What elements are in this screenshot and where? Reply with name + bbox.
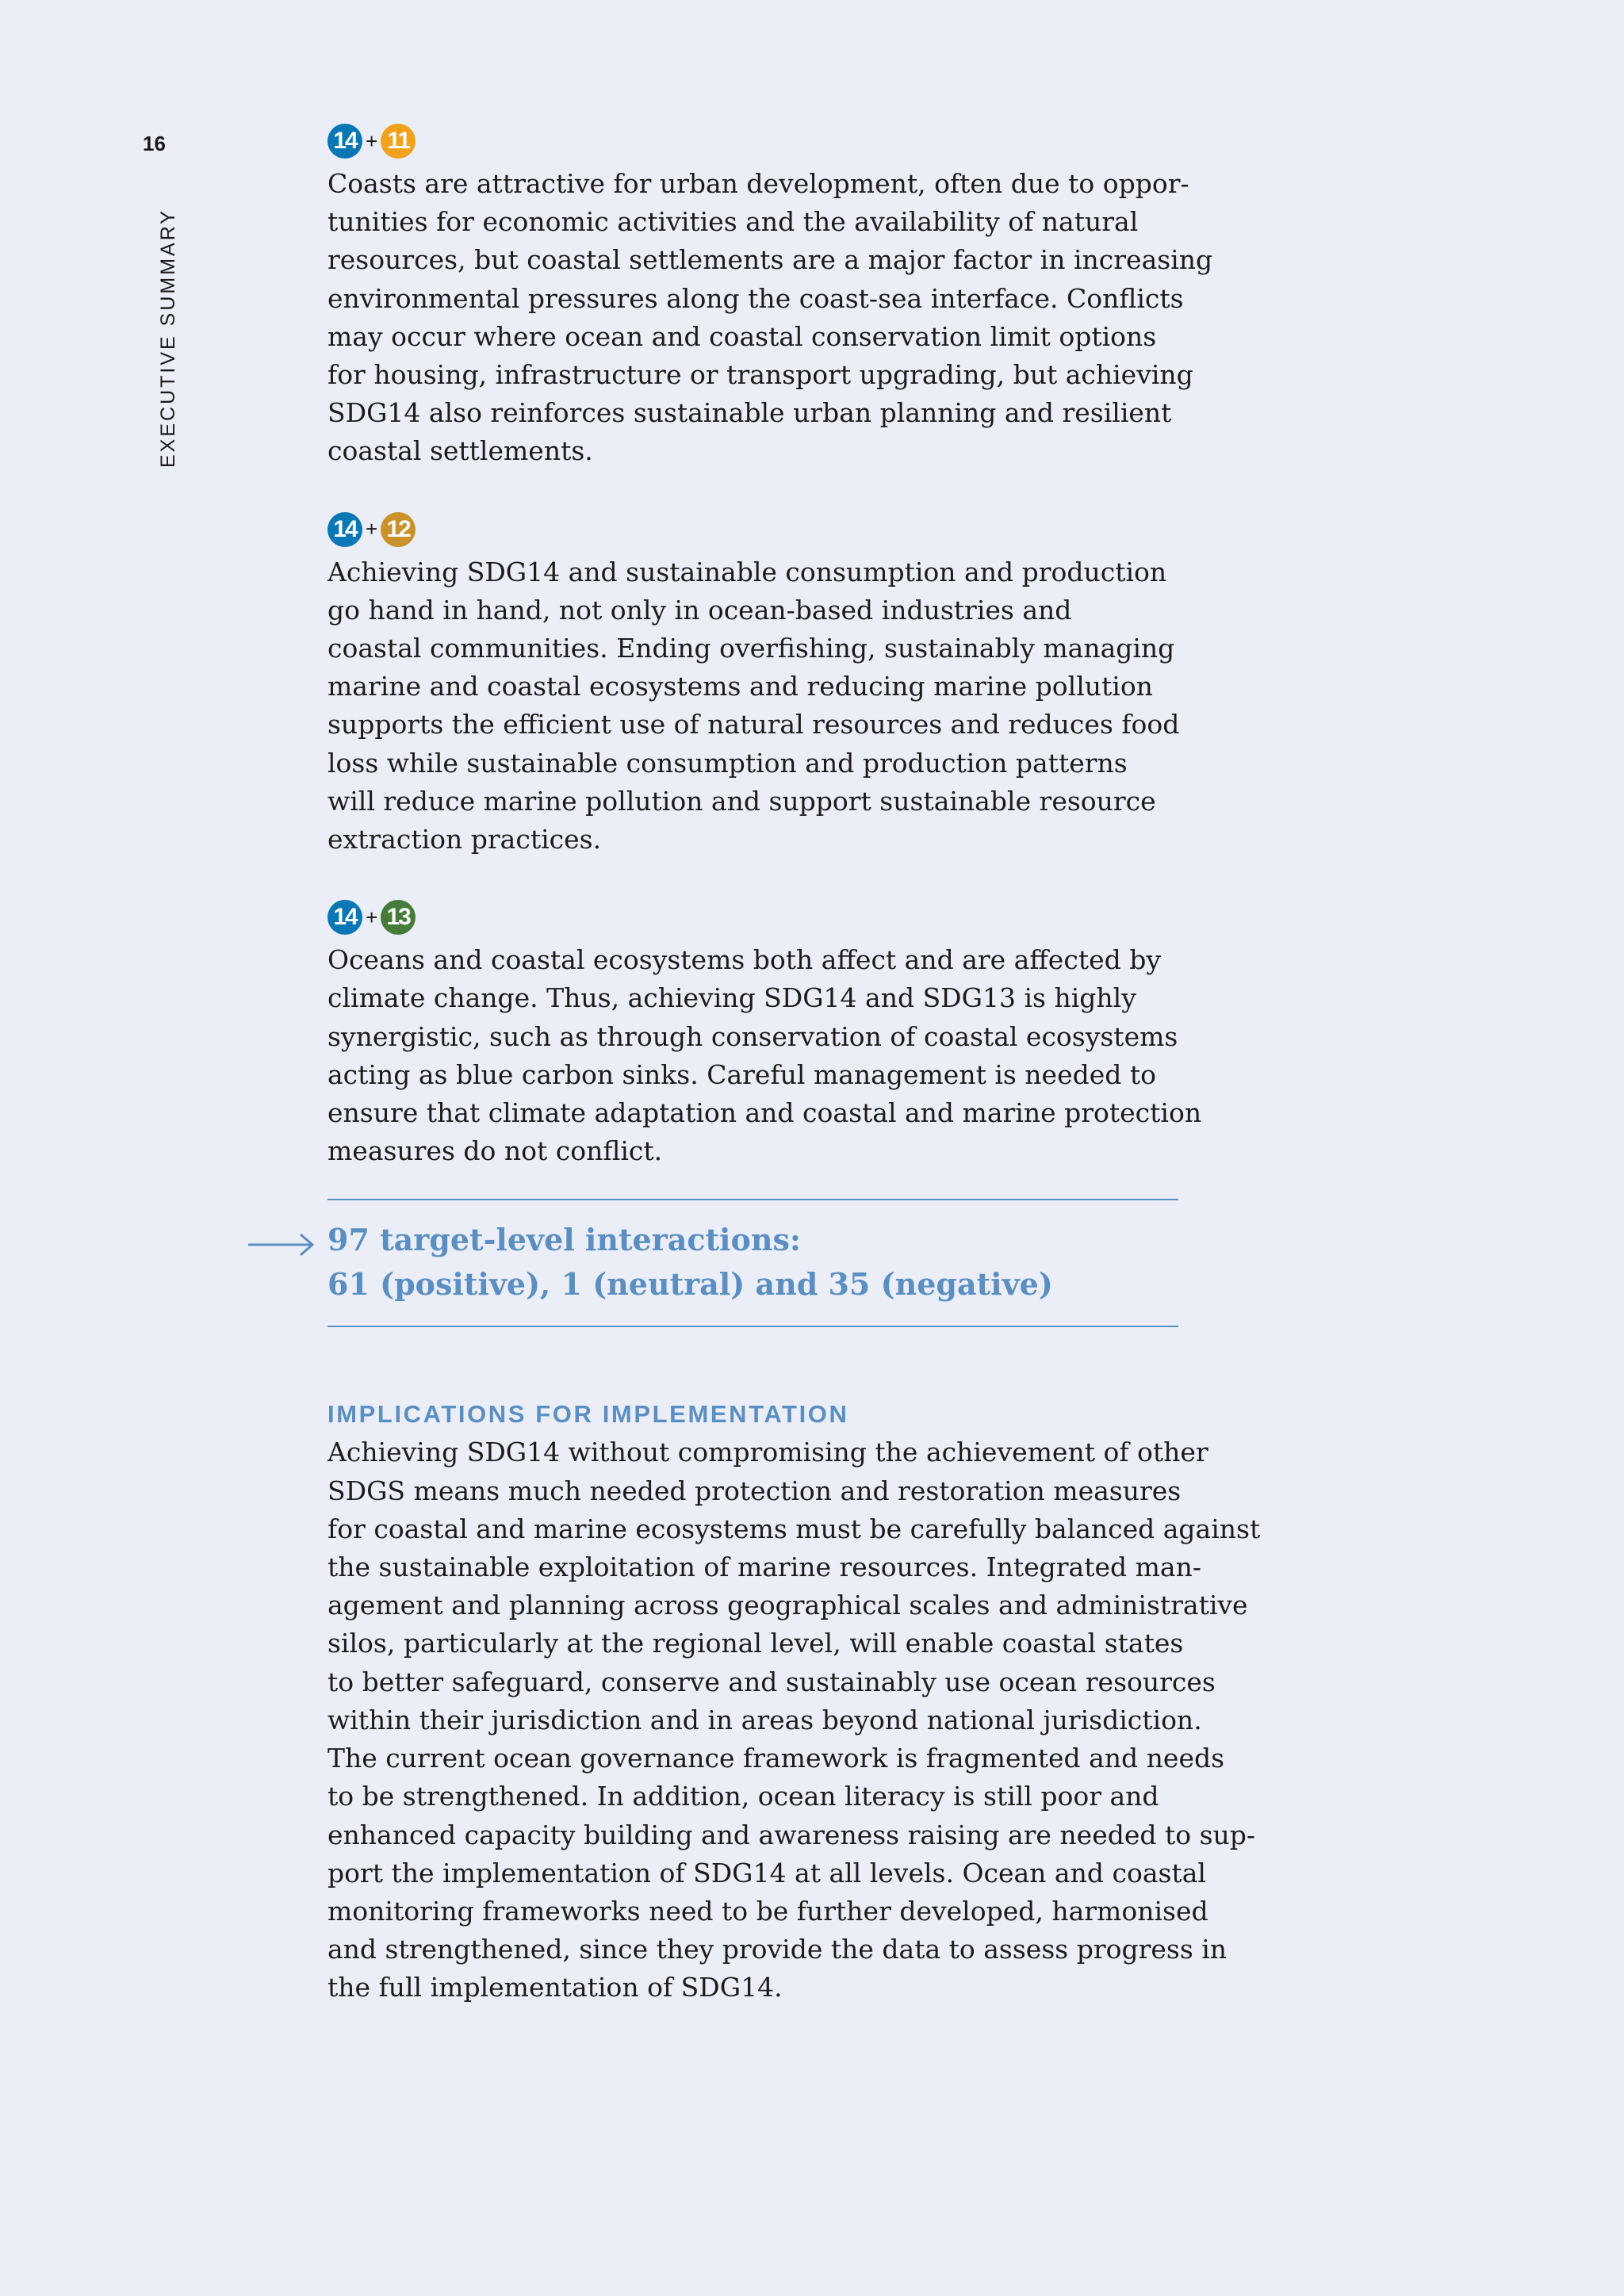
interaction-paragraph <box>327 941 1202 1170</box>
text-line: acting as blue carbon sinks. Careful management is needed to <box>327 1058 1157 1090</box>
sdg12-badge: 12 <box>381 512 416 547</box>
text-line: port the implementation of SDG14 at all levels. Ocean and coastal <box>327 1857 1206 1888</box>
text-line: Achieving SDG14 and sustainable consumption and production <box>327 556 1167 587</box>
text-line: agement and planning across geographical scales and administrative <box>327 1590 1248 1621</box>
text-line: The current ocean governance framework is fragmented and needs <box>327 1743 1225 1774</box>
sdg-badge-row <box>327 900 1192 935</box>
text-line: resources, but coastal settlements are a major factor in increasing <box>327 244 1213 276</box>
text-line: the full implementation of SDG14. <box>327 1972 783 2003</box>
interaction-block-14-11 <box>327 124 1213 471</box>
text-line: climate change. Thus, achieving SDG14 and SDG13 is highly <box>327 982 1136 1014</box>
text-line: go hand in hand, not only in ocean-based industries and <box>327 594 1072 626</box>
implications-heading: IMPLICATIONS FOR IMPLEMENTATION <box>327 1400 849 1429</box>
callout-line-2: 61 (positive), 1 (neutral) and 35 (negative) <box>327 1266 1053 1303</box>
text-line: to better safeguard, conserve and sustainably use ocean resources <box>327 1666 1216 1697</box>
interaction-block-14-13 <box>327 900 1202 1170</box>
right-arrow-icon <box>248 1232 315 1257</box>
text-line: extraction practices. <box>327 824 602 855</box>
page-number: 16 <box>143 132 166 155</box>
text-line: Coasts are attractive for urban development, often due to oppor- <box>327 168 1189 199</box>
sdg14-badge: 14 <box>327 512 362 547</box>
interaction-paragraph <box>327 165 1213 471</box>
text-line: and strengthened, since they provide the data to assess progress in <box>327 1934 1228 1965</box>
text-line: supports the efficient use of natural resources and reduces food <box>327 709 1180 740</box>
text-line: enhanced capacity building and awareness raising are needed to sup- <box>327 1819 1256 1850</box>
sdg-badge-row <box>327 124 1192 159</box>
text-line: SDG14 also reinforces sustainable urban planning and resilient <box>327 397 1172 429</box>
text-line: Oceans and coastal ecosystems both affect and are affected by <box>327 944 1161 976</box>
callout-line-1: 97 target-level interactions: <box>327 1222 801 1258</box>
text-line: marine and coastal ecosystems and reducing marine pollution <box>327 671 1153 702</box>
interactions-callout <box>327 1200 1192 1326</box>
plus-sign: + <box>366 128 378 153</box>
callout-bottom-rule <box>327 1326 1178 1327</box>
text-line: coastal settlements. <box>327 435 593 467</box>
text-line: environmental pressures along the coast-sea interface. Conflicts <box>327 282 1184 314</box>
text-line: monitoring frameworks need to be further developed, harmonised <box>327 1895 1208 1927</box>
sdg14-badge: 14 <box>327 900 362 935</box>
text-line: silos, particularly at the regional level, will enable coastal states <box>327 1628 1184 1659</box>
interaction-block-14-12 <box>327 512 1192 859</box>
plus-sign: + <box>366 905 378 929</box>
sdg-badge-row <box>327 512 1192 547</box>
text-line: SDGS means much needed protection and restoration measures <box>327 1475 1182 1506</box>
main-content <box>327 124 1261 2007</box>
text-line: will reduce marine pollution and support sustainable resource <box>327 785 1156 817</box>
text-line: synergistic, such as through conservation of coastal ecosystems <box>327 1020 1178 1052</box>
text-line: ensure that climate adaptation and coastal and marine protection <box>327 1097 1202 1129</box>
sdg14-badge: 14 <box>327 124 362 159</box>
section-label: EXECUTIVE SUMMARY <box>157 209 179 468</box>
plus-sign: + <box>366 517 378 541</box>
text-line: measures do not conflict. <box>327 1135 663 1167</box>
text-line: for coastal and marine ecosystems must be carefully balanced against <box>327 1513 1261 1544</box>
text-line: tunities for economic activities and the availability of natural <box>327 206 1139 238</box>
sdg11-badge: 11 <box>381 124 416 159</box>
text-line: loss while sustainable consumption and production patterns <box>327 747 1128 779</box>
interaction-paragraph <box>327 553 1192 859</box>
text-line: the sustainable exploitation of marine resources. Integrated man- <box>327 1552 1202 1583</box>
text-line: to be strengthened. In addition, ocean literacy is still poor and <box>327 1781 1159 1812</box>
text-line: coastal communities. Ending overfishing, sustainably managing <box>327 633 1175 664</box>
sdg13-badge: 13 <box>381 900 416 935</box>
text-line: within their jurisdiction and in areas beyond national jurisdiction. <box>327 1704 1202 1735</box>
implications-paragraph <box>327 1433 1261 2007</box>
text-line: may occur where ocean and coastal conservation limit options <box>327 320 1157 352</box>
text-line: Achieving SDG14 without compromising the achievement of other <box>327 1437 1208 1468</box>
text-line: for housing, infrastructure or transport upgrading, but achieving <box>327 359 1193 391</box>
